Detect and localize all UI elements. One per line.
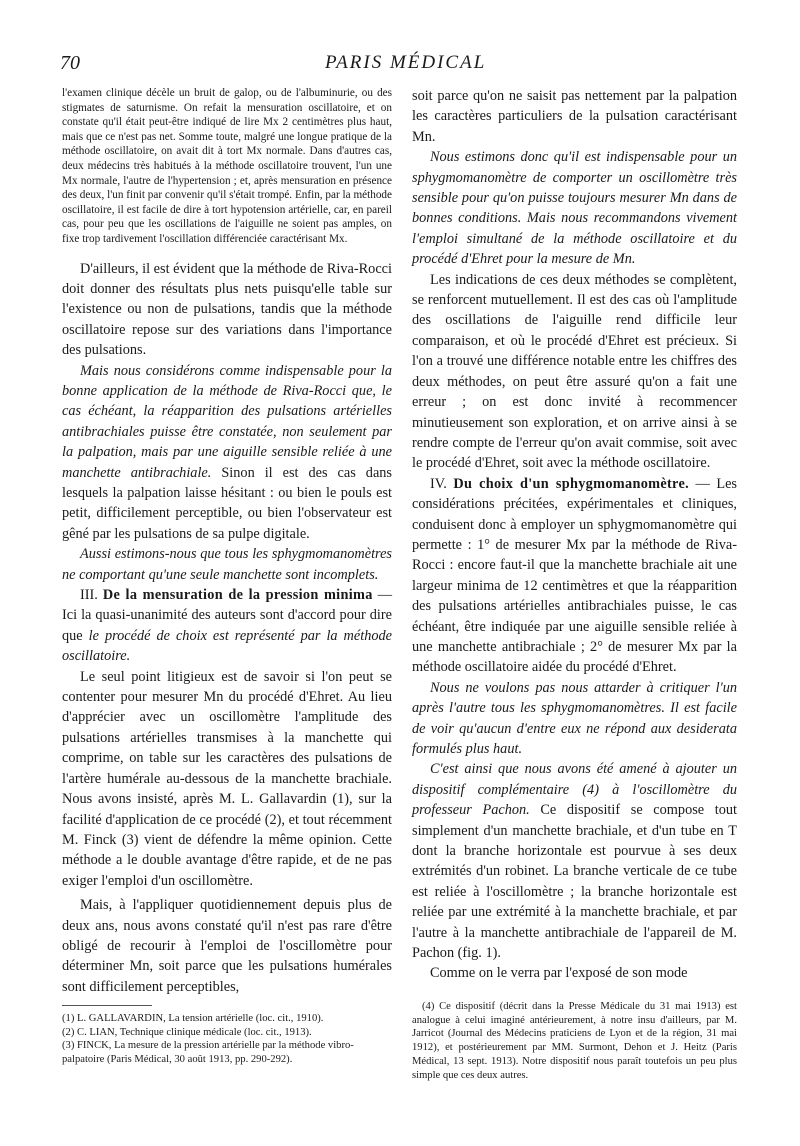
section-title: Du choix d'un sphygmomanomètre.	[453, 475, 689, 492]
text: Sinon il est des cas dans lesquels la palpation laisse hésitant : ou bien le pouls est petit, difficilement perceptible, ou bien l'observateur est gêné par les pulsations de sa pulpe digitale.	[62, 464, 392, 542]
paragraph: Nous estimons donc qu'il est indispensable pour un sphygmomanomètre de comporter un oscillomètre très sensible pour qu'on puisse toujours mesurer Mn dans de bonnes conditions. Mais nous recommandons vivement l'emploi simultané de la méthode oscillatoire et du procédé d'Ehret pour la mesure de Mn.	[412, 149, 737, 268]
paragraph: D'ailleurs, il est évident que la méthode de Riva-Rocci doit donner des résultats plus nets puisqu'elle table sur l'existence ou non de pulsations, tandis que la méthode oscillatoire repose sur des variations dans l'importance des pulsations.	[62, 260, 392, 359]
text: — Ici la quasi-unanimité des auteurs sont d'accord pour dire que	[62, 587, 393, 644]
footnote-rule	[62, 1005, 152, 1006]
footnotes	[412, 1000, 737, 1083]
running-title: PARIS MÉDICAL	[325, 52, 487, 73]
italic-text: le procédé de choix est représenté par la méthode oscillatoire.	[62, 627, 392, 665]
paragraph: soit parce qu'on ne saisit pas nettement par la palpation les caractères particuliers de la pulsation caractérisant Mn.	[412, 88, 737, 145]
section-number: III.	[80, 587, 98, 604]
section-number: IV.	[430, 475, 447, 492]
right-column	[412, 86, 737, 1083]
text: — Les considérations précitées, expérimentales et cliniques, conduisent donc à employer un sphygmomanomètre qui permette : 1° de mesurer Mx par la méthode de Riva-Rocci : encore faut-il que la manchette brachiale ait une largeur minima de 12 centimètres et que la réapparition des pulsations artérielles antibrachiales puisse, le cas échéant, être indiquée par une aiguille sensible reliée à une manchette antibrachiale ; 2° de mesurer Mx par la méthode oscillatoire aidée du procédé d'Ehret.	[412, 475, 737, 676]
footnote: (3) FINCK, La mesure de la pression artérielle par la méthode vibro-palpatoire (Paris Médical, 30 août 1913, pp. 290-292).	[62, 1040, 354, 1065]
paragraph: Mais, à l'appliquer quotidiennement depuis plus de deux ans, nous avons constaté qu'il n'est pas rare d'être obligé de recourir à l'emploi de l'oscillomètre pour déterminer Mn, soit parce que les pulsations humérales sont difficilement perceptibles,	[62, 897, 392, 995]
italic-text: C'est ainsi que nous avons été amené à ajouter un dispositif complémentaire (4) à l'oscillomètre du professeur Pachon.	[412, 761, 737, 819]
paragraph	[412, 759, 737, 963]
section-heading-paragraph	[412, 474, 737, 678]
paragraph: Comme on le verra par l'exposé de son mode	[430, 965, 688, 982]
paragraph: Nous ne voulons pas nous attarder à critiquer l'un après l'autre tous les sphygmomanomètres. Il est facile de voir qu'aucun d'entre eux ne répond aux desiderata formulés plus haut.	[412, 679, 737, 757]
footnote: (4) Ce dispositif (décrit dans la Presse Médicale du 31 mai 1913) est analogue à celui imaginé antérieurement, à notre insu d'ailleurs, par M. Jarricot (Journal des Médecins praticiens de Lyon et de la région, 31 mai 1912), et postérieurement par MM. Surmont, Dehon et J. Heitz (Paris Médical, 13 sept. 1913). Notre dispositif nous paraît toutefois un peu plus simple que ces deux autres.	[412, 1000, 737, 1081]
footnotes	[62, 1012, 392, 1066]
footnote: (1) L. GALLAVARDIN, La tension artérielle (loc. cit., 1910).	[62, 1013, 324, 1025]
page-number: 70	[60, 52, 80, 74]
section-title: De la mensuration de la pression minima	[102, 587, 373, 604]
footnote: (2) C. LIAN, Technique clinique médicale (loc. cit., 1913).	[62, 1026, 312, 1038]
text: Ce dispositif se compose tout simplement d'un manchette brachiale, et d'un tube en T dont la branche horizontale est pourvue à ses deux extrémités d'un robinet. La branche verticale de ce tube est reliée à l'oscillomètre ; la branche horizontale est reliée par une extrémité à la manchette brachiale, et par l'autre à la manchette antibrachiale de l'appareil de M. Pachon (fig. 1).	[412, 802, 738, 962]
left-column	[62, 86, 392, 1067]
section-heading-paragraph	[62, 585, 392, 667]
italic-text: Mais nous considérons comme indispensable pour la bonne application de la méthode de Riva-Rocci que, le cas échéant, la réapparition des pulsations artérielles antibrachiales puisse être constatée, non seulement par la palpation, mais par une aiguille sensible reliée à une manchette antibrachiale.	[62, 362, 392, 481]
paragraph: Aussi estimons-nous que tous les sphygmomanomètres ne comportant qu'une seule manchette sont incomplets.	[62, 546, 392, 583]
paragraph: Le seul point litigieux est de savoir si l'on peut se contenter pour mesurer Mn du procédé d'Ehret. Au lieu d'apprécier avec un oscillomètre l'amplitude des pulsations artérielles transmises à la manchette qui comprime, on table sur les caractères des pulsations de l'artère humérale au-dessous de la manchette brachiale. Nous avons insisté, après M. L. Gallavardin (1), sur la facilité d'application de ce procédé (2), et tout récemment M. Finck (3) vient de défendre la même opinion. Cette méthode a le double avantage d'être rapide, et de ne pas exiger l'emploi d'un oscillomètre.	[62, 668, 392, 889]
paragraph: Les indications de ces deux méthodes se complètent, se renforcent mutuellement. Il est des cas où l'amplitude des oscillations de l'aiguille rend difficile leur comparaison, et où le procédé d'Ehret est précieux. Si l'on a trouvé une différence notable entre les chiffres des deux méthodes, on peut être assuré qu'on a fait une erreur ; on est donc invité à recommencer minutieusement son exploration, et on arrive ainsi à se rendre compte de l'erreur qu'on avait commise, soit avec le procédé d'Ehret, soit avec la méthode oscillatoire.	[412, 271, 737, 472]
paragraph	[62, 361, 392, 545]
small-print-paragraph: l'examen clinique décèle un bruit de galop, ou de l'albuminurie, ou des stigmates de saturnisme. On refait la mensuration oscillatoire, et on constate qu'il était peut-être indiqué de lire Mx 2 centimètres plus haut, mais que ce n'est pas net. Somme toute, malgré une longue pratique de la méthode oscillatoire, on avait dit à tort Mx normale. Dans d'autres cas, deux médecins très habitués à la méthode oscillatoire trouvent, l'un une Mx normale, l'autre de l'hypertension ; et, après mensuration en présence des deux, l'un finit par convenir qu'il s'était trompé. Enfin, par la méthode oscillatoire, il est facile de dire à tort hypotension artérielle, car, en pareil cas, pour peu que les oscillations de l'aiguille ne soient pas amples, on fixe trop tardivement l'oscillation différenciée caractérisant Mx.	[62, 87, 392, 245]
